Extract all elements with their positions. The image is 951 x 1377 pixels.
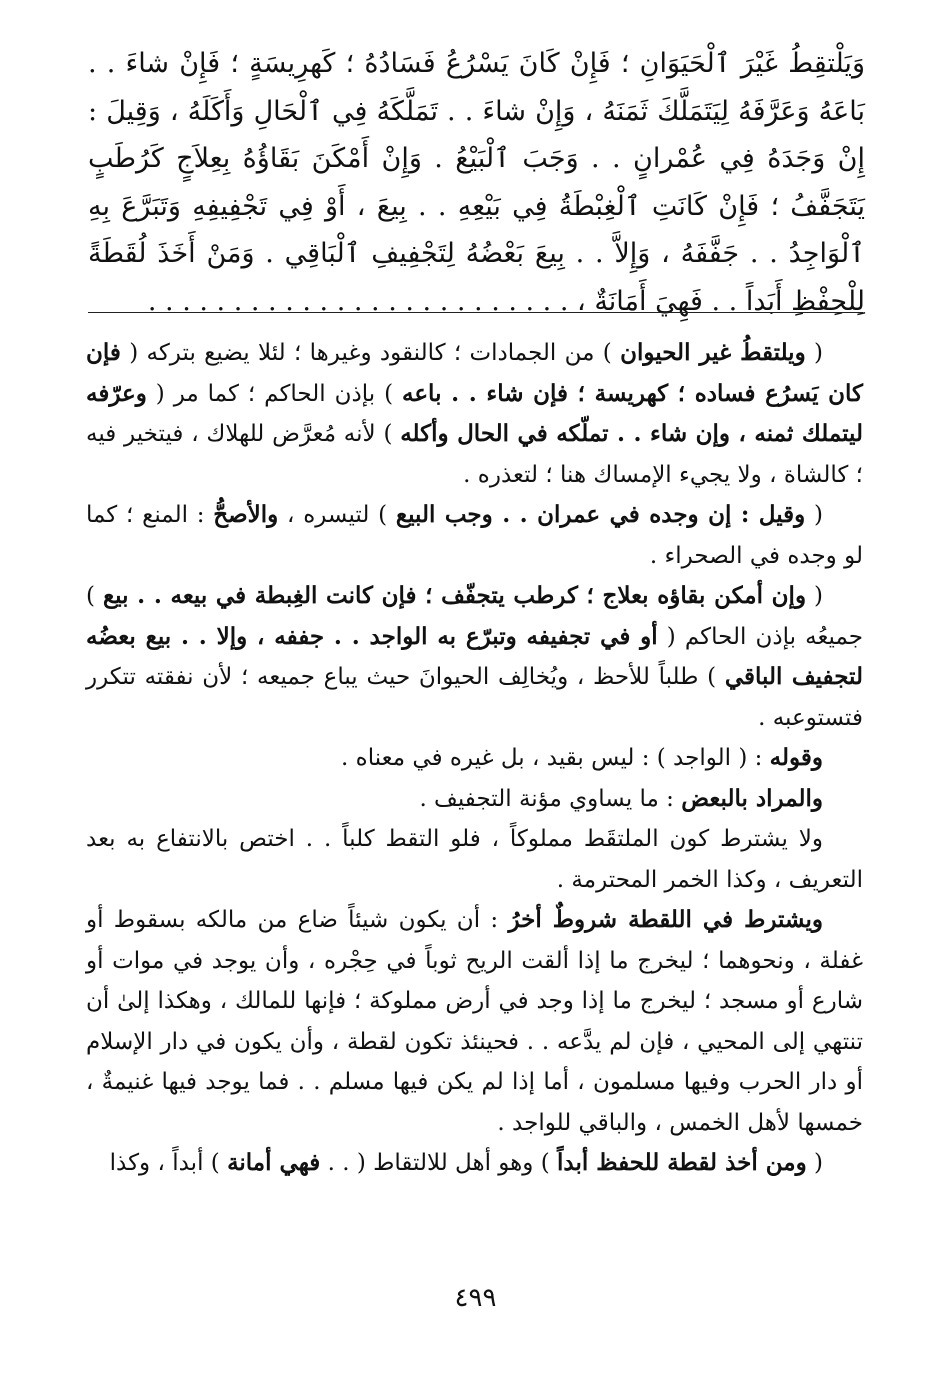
commentary-text: ) طلباً للأحظ ، ويُخالِف الحيوانَ حيث يباع جميعه ؛ لأن نفقته تتكرر فتستوعبه . bbox=[86, 664, 863, 731]
commentary-bold-text: فهي أمانة bbox=[227, 1149, 321, 1176]
commentary-text: ) من الجمادات ؛ كالنقود وغيرها ؛ لئلا يضيع بتركه ( bbox=[120, 340, 621, 366]
commentary-text: ) لتيسره ، bbox=[278, 502, 396, 528]
commentary-text: : ما يساوي مؤنة التجفيف . bbox=[419, 785, 682, 812]
commentary-bold-text: وقيل : إن وجده في عمران . . وجب البيع bbox=[395, 501, 806, 528]
matn-paragraph: وَيَلْتقِطُ غَيْرَ ٱلْحَيَوَانِ ؛ فَإِنْ كَانَ يَسْرُعُ فَسَادُهُ ؛ كَهرِيسَةٍ ؛ فَإِنْ شاءَ . . بَاعَهُ وَعَرَّفَهُ لِيَتَمَلَّكَ ثَمَنَهُ ، وَإِنْ شاءَ . . تَمَلَّكَهُ فِي ٱلْحَالِ وَأَكَلَهُ ، وَقِيلَ : إِنْ وَجَدَهُ فِي عُمْرانٍ . . وَجَبَ ٱلْبَيْعُ . وَإِنْ أَمْكَنَ بَقَاؤُهُ بِعِلاَجٍ كَرُطَبٍ يَتَجَفَّفُ ؛ فَإِنْ كَانَتِ ٱلْغِبْطَةُ فِي بَيْعِهِ . . بِيعَ ، أَوْ فِي تَجْفِيفِهِ وَتَبَرَّعَ بِهِ ٱلْوَاجِدُ . . جَفَّفَهُ ، وَإِلاَّ . . بِيعَ بَعْضُهُ لِتَجْفِيفِ ٱلْبَاقِي . وَمَنْ أَخَذَ لُقَطَةً لِلْحِفْظِ أَبَداً . . فَهِيَ أَمَانَةٌ ، . . . . . . . . . . . . . . . . . . . . . . . . . bbox=[88, 48, 865, 317]
commentary-text: ) أبداً ، وكذا bbox=[109, 1150, 228, 1176]
commentary-bold-text: فإن كان يَسرُع فساده ؛ كهريسة ؛ فإن شاء . . باعه bbox=[86, 339, 863, 407]
commentary-paragraph bbox=[86, 900, 863, 1143]
commentary-paragraph bbox=[86, 819, 863, 900]
commentary-text: ولا يشترط كون الملتقَط مملوكاً ، فلو التقط كلباً . . اختص بالانتفاع به بعد التعريف ، وكذا الخمر المحترمة . bbox=[86, 826, 863, 893]
commentary-paragraph bbox=[86, 495, 863, 576]
commentary-bold-text: ومن أخذ لقطة للحفظ أبداً bbox=[557, 1149, 807, 1176]
commentary-bold-text: وقوله bbox=[769, 744, 823, 771]
commentary-text: : المنع ؛ كما لو وجده في الصحراء . bbox=[86, 502, 863, 569]
commentary-paragraph bbox=[86, 333, 863, 495]
commentary-block bbox=[86, 333, 863, 1184]
commentary-paragraph bbox=[86, 779, 863, 820]
commentary-paragraph bbox=[86, 1143, 863, 1184]
commentary-text: ) بإذن الحاكم ؛ كما مر ( bbox=[146, 380, 402, 407]
commentary-bold-text: وإن أمكن بقاؤه بعلاج ؛ كرطب يتجفّف ؛ فإن كانت الغِبطة في بيعه . . بيع bbox=[102, 582, 807, 609]
commentary-bold-text: ويلتقطُ غير الحيوان bbox=[620, 339, 806, 366]
page-number: ٤٩٩ bbox=[454, 1283, 497, 1313]
commentary-text: : ( الواجد ) : ليس بقيد ، بل غيره في معناه . bbox=[341, 745, 770, 771]
commentary-text: ) جميعُه بإذن الحاكم ( bbox=[86, 583, 863, 650]
commentary-text: : أن يكون شيئاً ضاع من مالكه بسقوط أو غفلة ، ونحوهما ؛ ليخرج ما إذا ألقت الريح ثوباً في حِجْره ، وأن يوجد في موات أو شارع أو مسجد ؛ ليخرج ما إذا وجد في أرض مملوكة ؛ فإنها للمالك ، وهكذا إلىٰ أن تنتهي إلى المحيي ، فإن لم يدَّعه . . فحينئذ تكون لقطة ، وأن يكون في دار الإسلام أو دار الحرب وفيها مسلمون ، أما إذا لم يكن فيها مسلم . . فما يوجد فيها غنيمةٌ ، خمسها لأهل الخمس ، والباقي للواجد . bbox=[86, 907, 863, 1136]
commentary-text: ( bbox=[806, 1150, 823, 1176]
commentary-bold-text: والأصحُّ bbox=[213, 501, 279, 528]
commentary-bold-text: وعرّفه ليتملك ثمنه ، وإن شاء . . تملّكه في الحال وأكله bbox=[86, 379, 864, 447]
commentary-paragraph bbox=[86, 576, 863, 738]
commentary-text: ) لأنه مُعرَّض للهلاك ، فيتخير فيه ؛ كالشاة ، ولا يجيء الإمساك هنا ؛ لتعذره . bbox=[86, 421, 863, 488]
commentary-text: ( bbox=[805, 340, 823, 366]
commentary-bold-text: والمراد بالبعض bbox=[681, 784, 823, 812]
commentary-bold-text: أو في تجفيفه وتبرّع به الواجد . . جففه ، وإلا . . بيع بعضُه لتجفيف الباقي bbox=[86, 622, 863, 690]
commentary-text: ) وهو أهل للالتقاط ( . . bbox=[320, 1150, 558, 1176]
commentary-paragraph bbox=[86, 738, 863, 779]
matn-text-block bbox=[88, 40, 865, 325]
commentary-text: ( bbox=[806, 583, 823, 609]
footnote-separator-line bbox=[88, 312, 863, 313]
commentary-text: ( bbox=[805, 502, 823, 528]
commentary-bold-text: ويشترط في اللقطة شروطٌ أخرُ bbox=[508, 906, 823, 933]
